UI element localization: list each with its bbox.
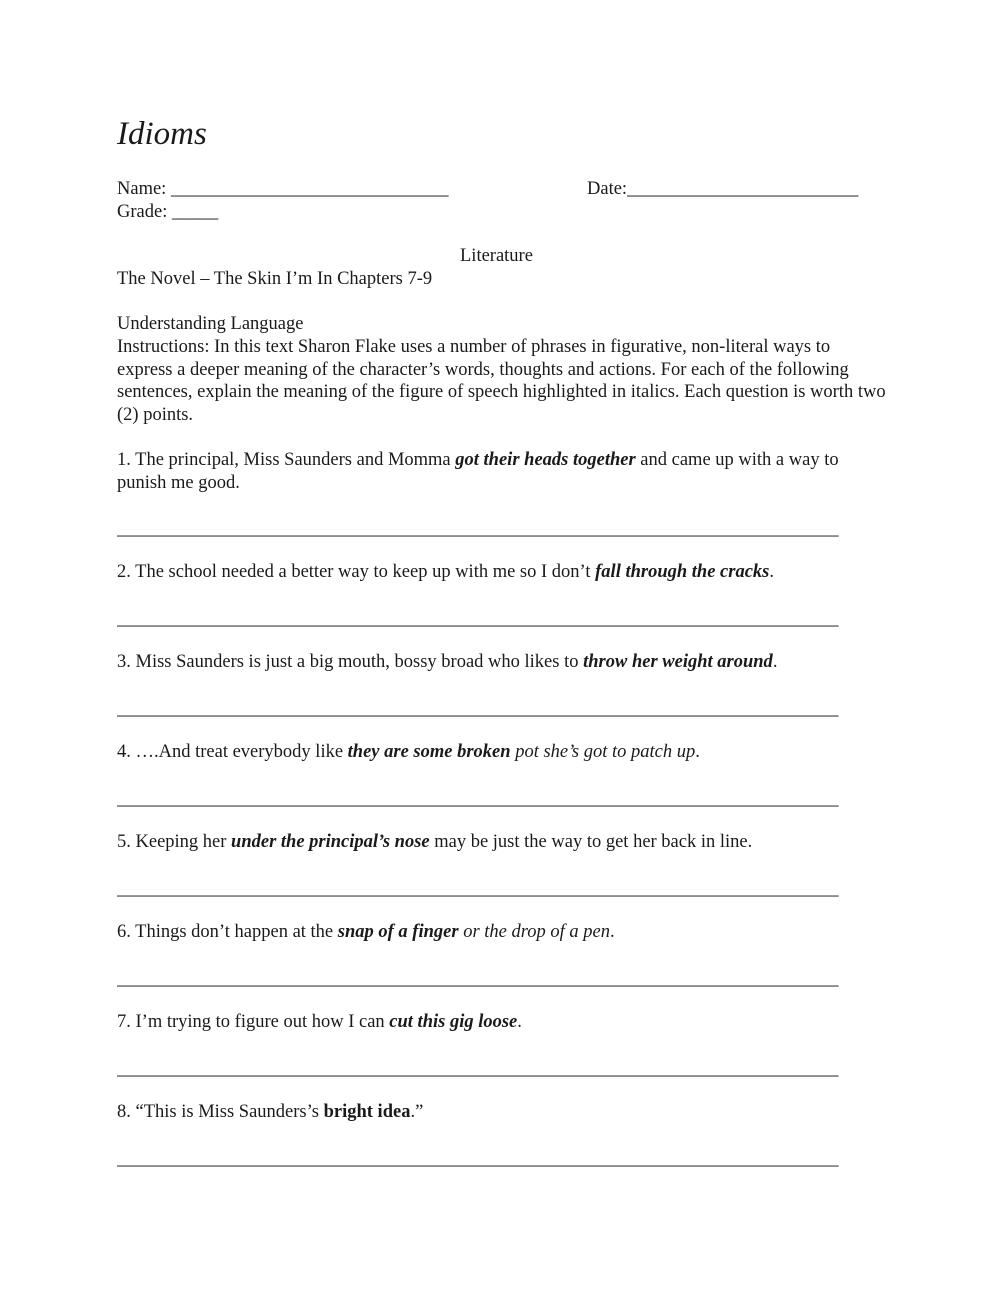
name-blank[interactable]: ______________________________ bbox=[170, 179, 449, 199]
idiom-highlight: snap of a finger bbox=[337, 922, 459, 942]
idiom-highlight: under the principal’s nose bbox=[231, 832, 430, 852]
name-label: Name: bbox=[117, 179, 167, 199]
idiom-italic: or the drop of a pen bbox=[458, 922, 610, 942]
subject-label: Literature bbox=[460, 246, 533, 266]
idiom-italic: pot she’s got to patch up bbox=[510, 742, 696, 762]
grade-blank[interactable]: _____ bbox=[171, 202, 219, 222]
question-3: 3. Miss Saunders is just a big mouth, bossy broad who likes to throw her weight around. bbox=[117, 652, 778, 672]
answer-line-6[interactable]: ______________________________________________________________________________ bbox=[117, 969, 839, 989]
idiom-highlight: throw her weight around bbox=[583, 652, 773, 672]
novel-line: The Novel – The Skin I’m In Chapters 7-9 bbox=[117, 269, 433, 289]
question-6: 6. Things don’t happen at the snap of a finger or the drop of a pen. bbox=[117, 922, 615, 942]
grade-label: Grade: bbox=[117, 202, 168, 222]
question-2: 2. The school needed a better way to keep up with me so I don’t fall through the cracks. bbox=[117, 562, 774, 582]
answer-line-7[interactable]: ______________________________________________________________________________ bbox=[117, 1059, 839, 1079]
date-label: Date: bbox=[587, 179, 628, 199]
idiom-highlight: cut this gig loose bbox=[389, 1012, 518, 1032]
grade-row bbox=[117, 201, 218, 224]
page-title: Idioms bbox=[117, 116, 207, 152]
answer-line-8[interactable]: ______________________________________________________________________________ bbox=[117, 1149, 839, 1169]
idiom-highlight: got their heads together bbox=[455, 450, 636, 470]
answer-line-2[interactable]: ______________________________________________________________________________ bbox=[117, 609, 839, 629]
answer-line-1[interactable]: ______________________________________________________________________________ bbox=[117, 519, 839, 539]
question-4: 4. ….And treat everybody like they are some broken pot she’s got to patch up. bbox=[117, 742, 700, 762]
question-1: 1. The principal, Miss Saunders and Momma got their heads together and came up with a way to punish me good. bbox=[117, 450, 839, 493]
instructions: Instructions: In this text Sharon Flake uses a number of phrases in figurative, non-literal ways to express a deeper meaning of the character’s words, thoughts and actions. For each of the following sentences, explain the meaning of the figure of speech highlighted in italics. Each question is worth two (2) points. bbox=[117, 337, 886, 425]
idiom-highlight: they are some broken bbox=[347, 742, 511, 762]
section-heading: Understanding Language bbox=[117, 314, 304, 334]
question-5: 5. Keeping her under the principal’s nose may be just the way to get her back in line. bbox=[117, 832, 753, 852]
answer-line-5[interactable]: ______________________________________________________________________________ bbox=[117, 879, 839, 899]
date-blank[interactable]: _________________________ bbox=[627, 179, 859, 199]
answer-line-4[interactable]: ______________________________________________________________________________ bbox=[117, 789, 839, 809]
question-8: 8. “This is Miss Saunders’s bright idea.” bbox=[117, 1102, 424, 1122]
answer-line-3[interactable]: ______________________________________________________________________________ bbox=[117, 699, 839, 719]
date-row bbox=[587, 178, 858, 201]
name-row bbox=[117, 178, 448, 201]
idiom-highlight: bright idea bbox=[323, 1102, 411, 1122]
question-7: 7. I’m trying to figure out how I can cut this gig loose. bbox=[117, 1012, 522, 1032]
idiom-highlight: fall through the cracks bbox=[595, 562, 770, 582]
